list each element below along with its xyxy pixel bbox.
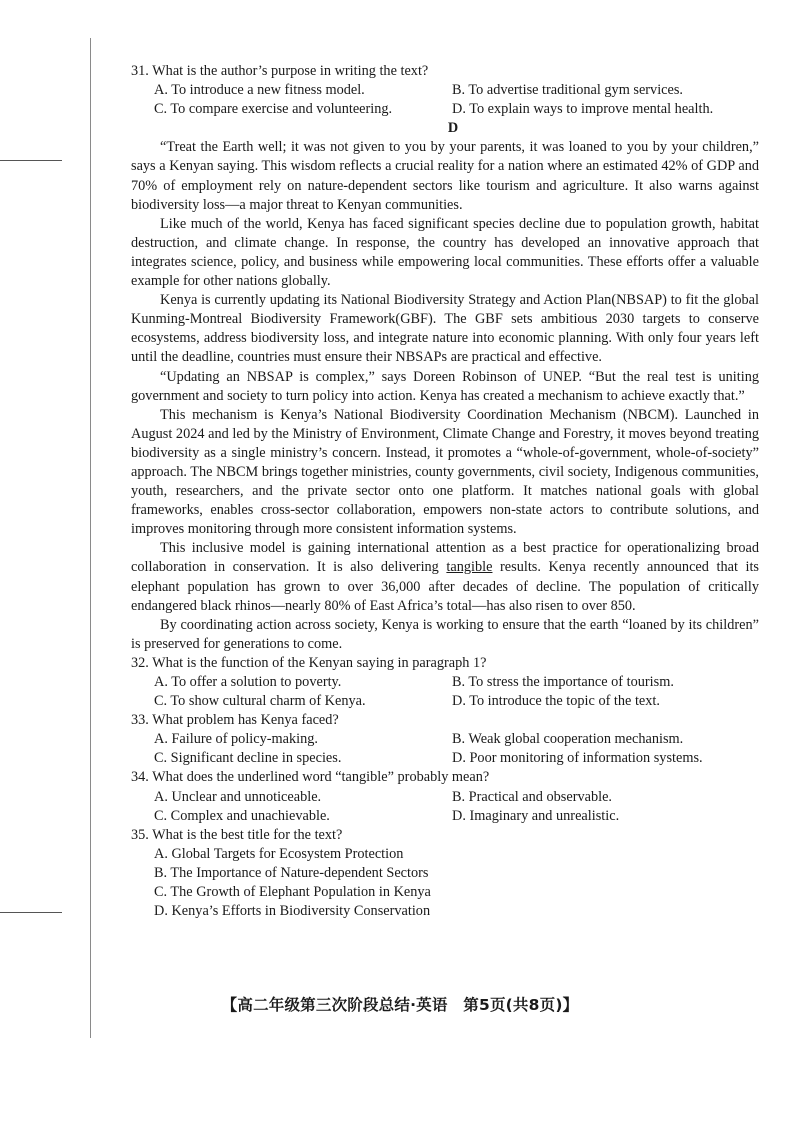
question-33-stem: 33. What problem has Kenya faced? xyxy=(131,712,339,729)
question-33 xyxy=(131,711,759,768)
option-34-b: B. Practical and observable. xyxy=(452,788,612,805)
option-32-d: D. To introduce the topic of the text. xyxy=(452,693,660,710)
option-32-c: C. To show cultural charm of Kenya. xyxy=(154,693,366,710)
underlined-word-tangible: tangible xyxy=(446,559,493,576)
option-35-a: A. Global Targets for Ecosystem Protection xyxy=(154,845,404,862)
reading-passage xyxy=(131,138,759,654)
passage-paragraph-1: “Treat the Earth well; it was not given to you by your parents, it was loaned to you by your children,” says a Kenyan saying. This wisdom reflects a crucial reality for a nation where an estimated 42% of GDP and 70% of employment rely on nature-dependent sectors like tourism and agriculture. It also warns against biodiversity loss—a major threat to Kenyan communities. xyxy=(131,139,759,213)
paragraph-6-rest: results. Kenya recently announced that its elephant population has grown to over 36,000 after decades of decline. The population of critically endangered black rhinos—nearly 80% of East Africa’s total—has also risen to over 850. xyxy=(131,559,759,614)
question-32 xyxy=(131,654,759,711)
question-33-options xyxy=(131,730,759,768)
exam-page xyxy=(131,62,759,921)
question-35-stem: 35. What is the best title for the text? xyxy=(131,826,343,843)
page-footer: 【高二年级第三次阶段总结·英语 第5页(共8页)】 xyxy=(221,996,579,1014)
margin-tick-bottom xyxy=(0,912,62,913)
option-33-b: B. Weak global cooperation mechanism. xyxy=(452,731,684,748)
option-33-a: A. Failure of policy-making. xyxy=(154,731,318,748)
question-34-options xyxy=(131,788,759,826)
option-35-b: B. The Importance of Nature-dependent Sectors xyxy=(154,864,429,881)
option-31-c: C. To compare exercise and volunteering. xyxy=(154,101,393,118)
passage-paragraph-4: “Updating an NBSAP is complex,” says Doreen Robinson of UNEP. “But the real test is uniting government and society to turn policy into action. Kenya has created a mechanism to achieve exactly that.” xyxy=(131,368,759,404)
option-31-d: D. To explain ways to improve mental health. xyxy=(452,101,714,118)
passage-paragraph-2: Like much of the world, Kenya has faced significant species decline due to population growth, habitat destruction, and climate change. In response, the country has developed an innovative approach that integrates science, policy, and business while empowering local communities. These efforts offer a valuable example for other nations globally. xyxy=(131,215,759,290)
passage-paragraph-7: By coordinating action across society, Kenya is working to ensure that the earth “loaned by its children” is preserved for generations to come. xyxy=(131,616,759,652)
binding-margin-line xyxy=(90,38,91,1038)
section-label-d: D xyxy=(447,120,459,137)
margin-tick-top xyxy=(0,160,62,161)
option-34-c: C. Complex and unachievable. xyxy=(154,807,330,824)
question-34 xyxy=(131,768,759,825)
option-31-a: A. To introduce a new fitness model. xyxy=(154,82,365,99)
option-35-c: C. The Growth of Elephant Population in Kenya xyxy=(154,884,431,901)
paragraph-6-lead: This inclusive model is gaining international attention as a best practice for operationalizing broad collaboration in conservation. It is also delivering xyxy=(131,540,759,576)
passage-paragraph-3: Kenya is currently updating its National Biodiversity Strategy and Action Plan(NBSAP) to fit the global Kunming-Montreal Biodiversity Framework(GBF). The GBF sets ambitious 2030 targets to conserve ecosystems, address biodiversity loss, and integrate nature into economic planning. With only four years left until the deadline, countries must ensure their NBSAPs are practical and effective. xyxy=(131,292,759,366)
question-31-stem: 31. What is the author’s purpose in writing the text? xyxy=(131,63,429,79)
question-32-stem: 32. What is the function of the Kenyan saying in paragraph 1? xyxy=(131,654,487,671)
question-31 xyxy=(131,62,759,119)
question-34-stem: 34. What does the underlined word “tangible” probably mean? xyxy=(131,769,490,786)
option-34-d: D. Imaginary and unrealistic. xyxy=(452,807,620,824)
option-33-d: D. Poor monitoring of information systems. xyxy=(452,750,703,767)
question-35 xyxy=(131,826,759,921)
passage-paragraph-5: This mechanism is Kenya’s National Biodiversity Coordination Mechanism (NBCM). Launched in August 2024 and led by the Ministry of Environment, Climate Change and Forestry, it moves beyond treating biodiversity as a single ministry’s concern. Instead, it promotes a “whole-of-government, whole-of-society” approach. The NBCM brings together ministries, county governments, civil society, Indigenous communities, youth, researchers, and the private sector onto one platform. It matches national goals with global frameworks, enables cross-sector collaboration, empowers non-state actors to contribute solutions, and improves monitoring through more consistent information systems. xyxy=(131,406,759,538)
passage-paragraph-6 xyxy=(131,539,759,615)
question-32-options xyxy=(131,673,759,711)
option-31-b: B. To advertise traditional gym services. xyxy=(452,82,684,99)
question-35-options xyxy=(131,845,759,921)
option-34-a: A. Unclear and unnoticeable. xyxy=(154,788,322,805)
option-32-a: A. To offer a solution to poverty. xyxy=(154,674,342,690)
question-31-options xyxy=(131,81,759,119)
option-35-d: D. Kenya’s Efforts in Biodiversity Conservation xyxy=(154,903,431,920)
option-33-c: C. Significant decline in species. xyxy=(154,750,342,767)
option-32-b: B. To stress the importance of tourism. xyxy=(452,674,674,690)
